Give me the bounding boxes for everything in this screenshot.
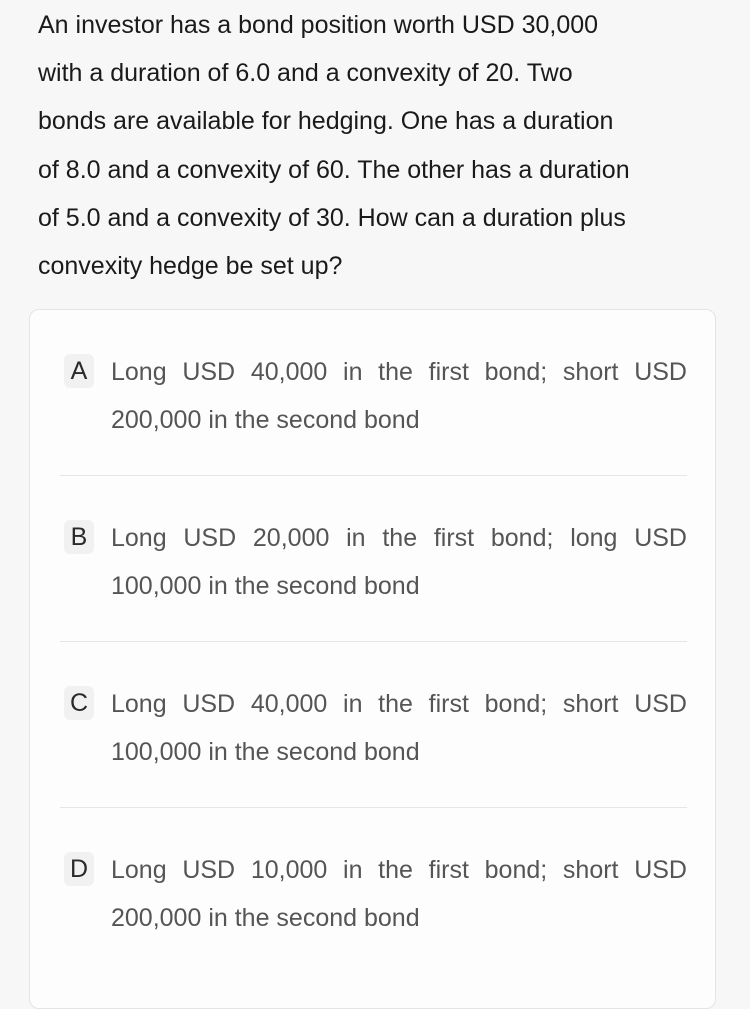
question-line: bonds are available for hedging. One has a duration — [38, 107, 614, 136]
option-c[interactable] — [60, 642, 687, 808]
option-letter-badge: C — [64, 686, 94, 720]
option-text: Long USD 40,000 in the first bond; short USD 200,000 in the second bond — [111, 358, 687, 434]
option-letter-badge: B — [64, 520, 94, 554]
question-line: with a duration of 6.0 and a convexity of 20. Two — [38, 59, 573, 88]
options-card — [29, 309, 716, 1009]
question-line: of 8.0 and a convexity of 60. The other has a duration — [38, 155, 630, 184]
option-letter-badge: A — [64, 354, 94, 388]
question-line: An investor has a bond position worth USD 30,000 — [38, 11, 599, 39]
option-text: Long USD 10,000 in the first bond; short USD 200,000 in the second bond — [111, 856, 687, 932]
option-letter-badge: D — [64, 852, 94, 886]
question-text — [38, 1, 718, 290]
question-line: of 5.0 and a convexity of 30. How can a duration plus — [38, 203, 626, 232]
option-d[interactable] — [60, 808, 687, 974]
option-a[interactable] — [60, 310, 687, 476]
option-text: Long USD 40,000 in the first bond; short USD 100,000 in the second bond — [111, 690, 687, 766]
option-b[interactable] — [60, 476, 687, 642]
option-text: Long USD 20,000 in the first bond; long USD 100,000 in the second bond — [111, 524, 687, 600]
question-line: convexity hedge be set up? — [38, 252, 343, 281]
